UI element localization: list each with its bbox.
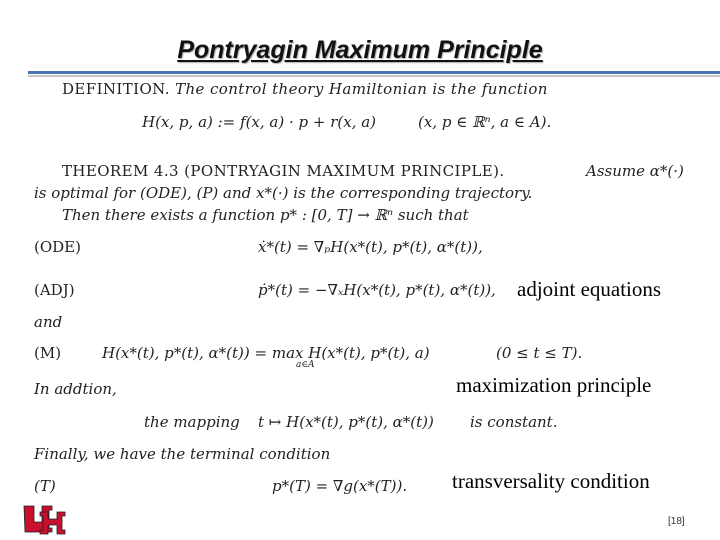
theorem-line-3: Then there exists a function p* : [0, T] → ℝⁿ such that [62,206,469,224]
university-logo [22,503,68,537]
theorem-line-2: is optimal for (ODE), (P) and x*(·) is the corresponding trajectory. [34,184,533,202]
definition-line [62,80,548,98]
page-number: [18] [668,516,685,527]
mapping-end: is constant. [470,413,558,431]
hamiltonian-formula: H(x, p, a) := f(x, a) · p + r(x, a) [142,113,377,131]
theorem-label: THEOREM 4.3 (PONTRYAGIN MAXIMUM PRINCIPLE). [62,162,505,180]
maximization-principle-callout: maximization principle [452,373,655,398]
theorem-assume: Assume α*(·) [586,162,684,180]
ode-tag: (ODE) [34,238,81,256]
mapping-formula: t ↦ H(x*(t), p*(t), α*(t)) [258,413,434,431]
hamiltonian-domain: (x, p ∈ ℝⁿ, a ∈ A). [418,113,552,131]
slide-title: Pontryagin Maximum Principle [177,36,543,64]
m-tag: (M) [34,344,62,362]
transversality-condition-callout: transversality condition [448,469,654,494]
adj-formula: ṗ*(t) = −∇ₓH(x*(t), p*(t), α*(t)), [258,281,496,299]
adjoint-equations-callout: adjoint equations [513,277,665,302]
finally-text: Finally, we have the terminal condition [34,445,331,463]
definition-label: DEFINITION. [62,80,170,98]
t-tag: (T) [34,477,56,495]
and-text: and [34,313,63,331]
addition-text: In addtion, [34,380,117,398]
m-range: (0 ≤ t ≤ T). [496,344,583,362]
t-formula: p*(T) = ∇g(x*(T)). [272,477,408,495]
definition-text: The control theory Hamiltonian is the function [175,80,548,98]
ode-formula: ẋ*(t) = ∇ₚH(x*(t), p*(t), α*(t)), [258,238,483,256]
title-underline-rule [28,71,720,74]
m-subscript: a∈A [296,360,315,370]
m-formula: H(x*(t), p*(t), α*(t)) = max H(x*(t), p*(t), a) [102,344,430,362]
interlocking-uh-icon [24,506,65,534]
mapping-text: the mapping [144,413,240,431]
adj-tag: (ADJ) [34,281,75,299]
title-shadow-rule [28,75,720,77]
